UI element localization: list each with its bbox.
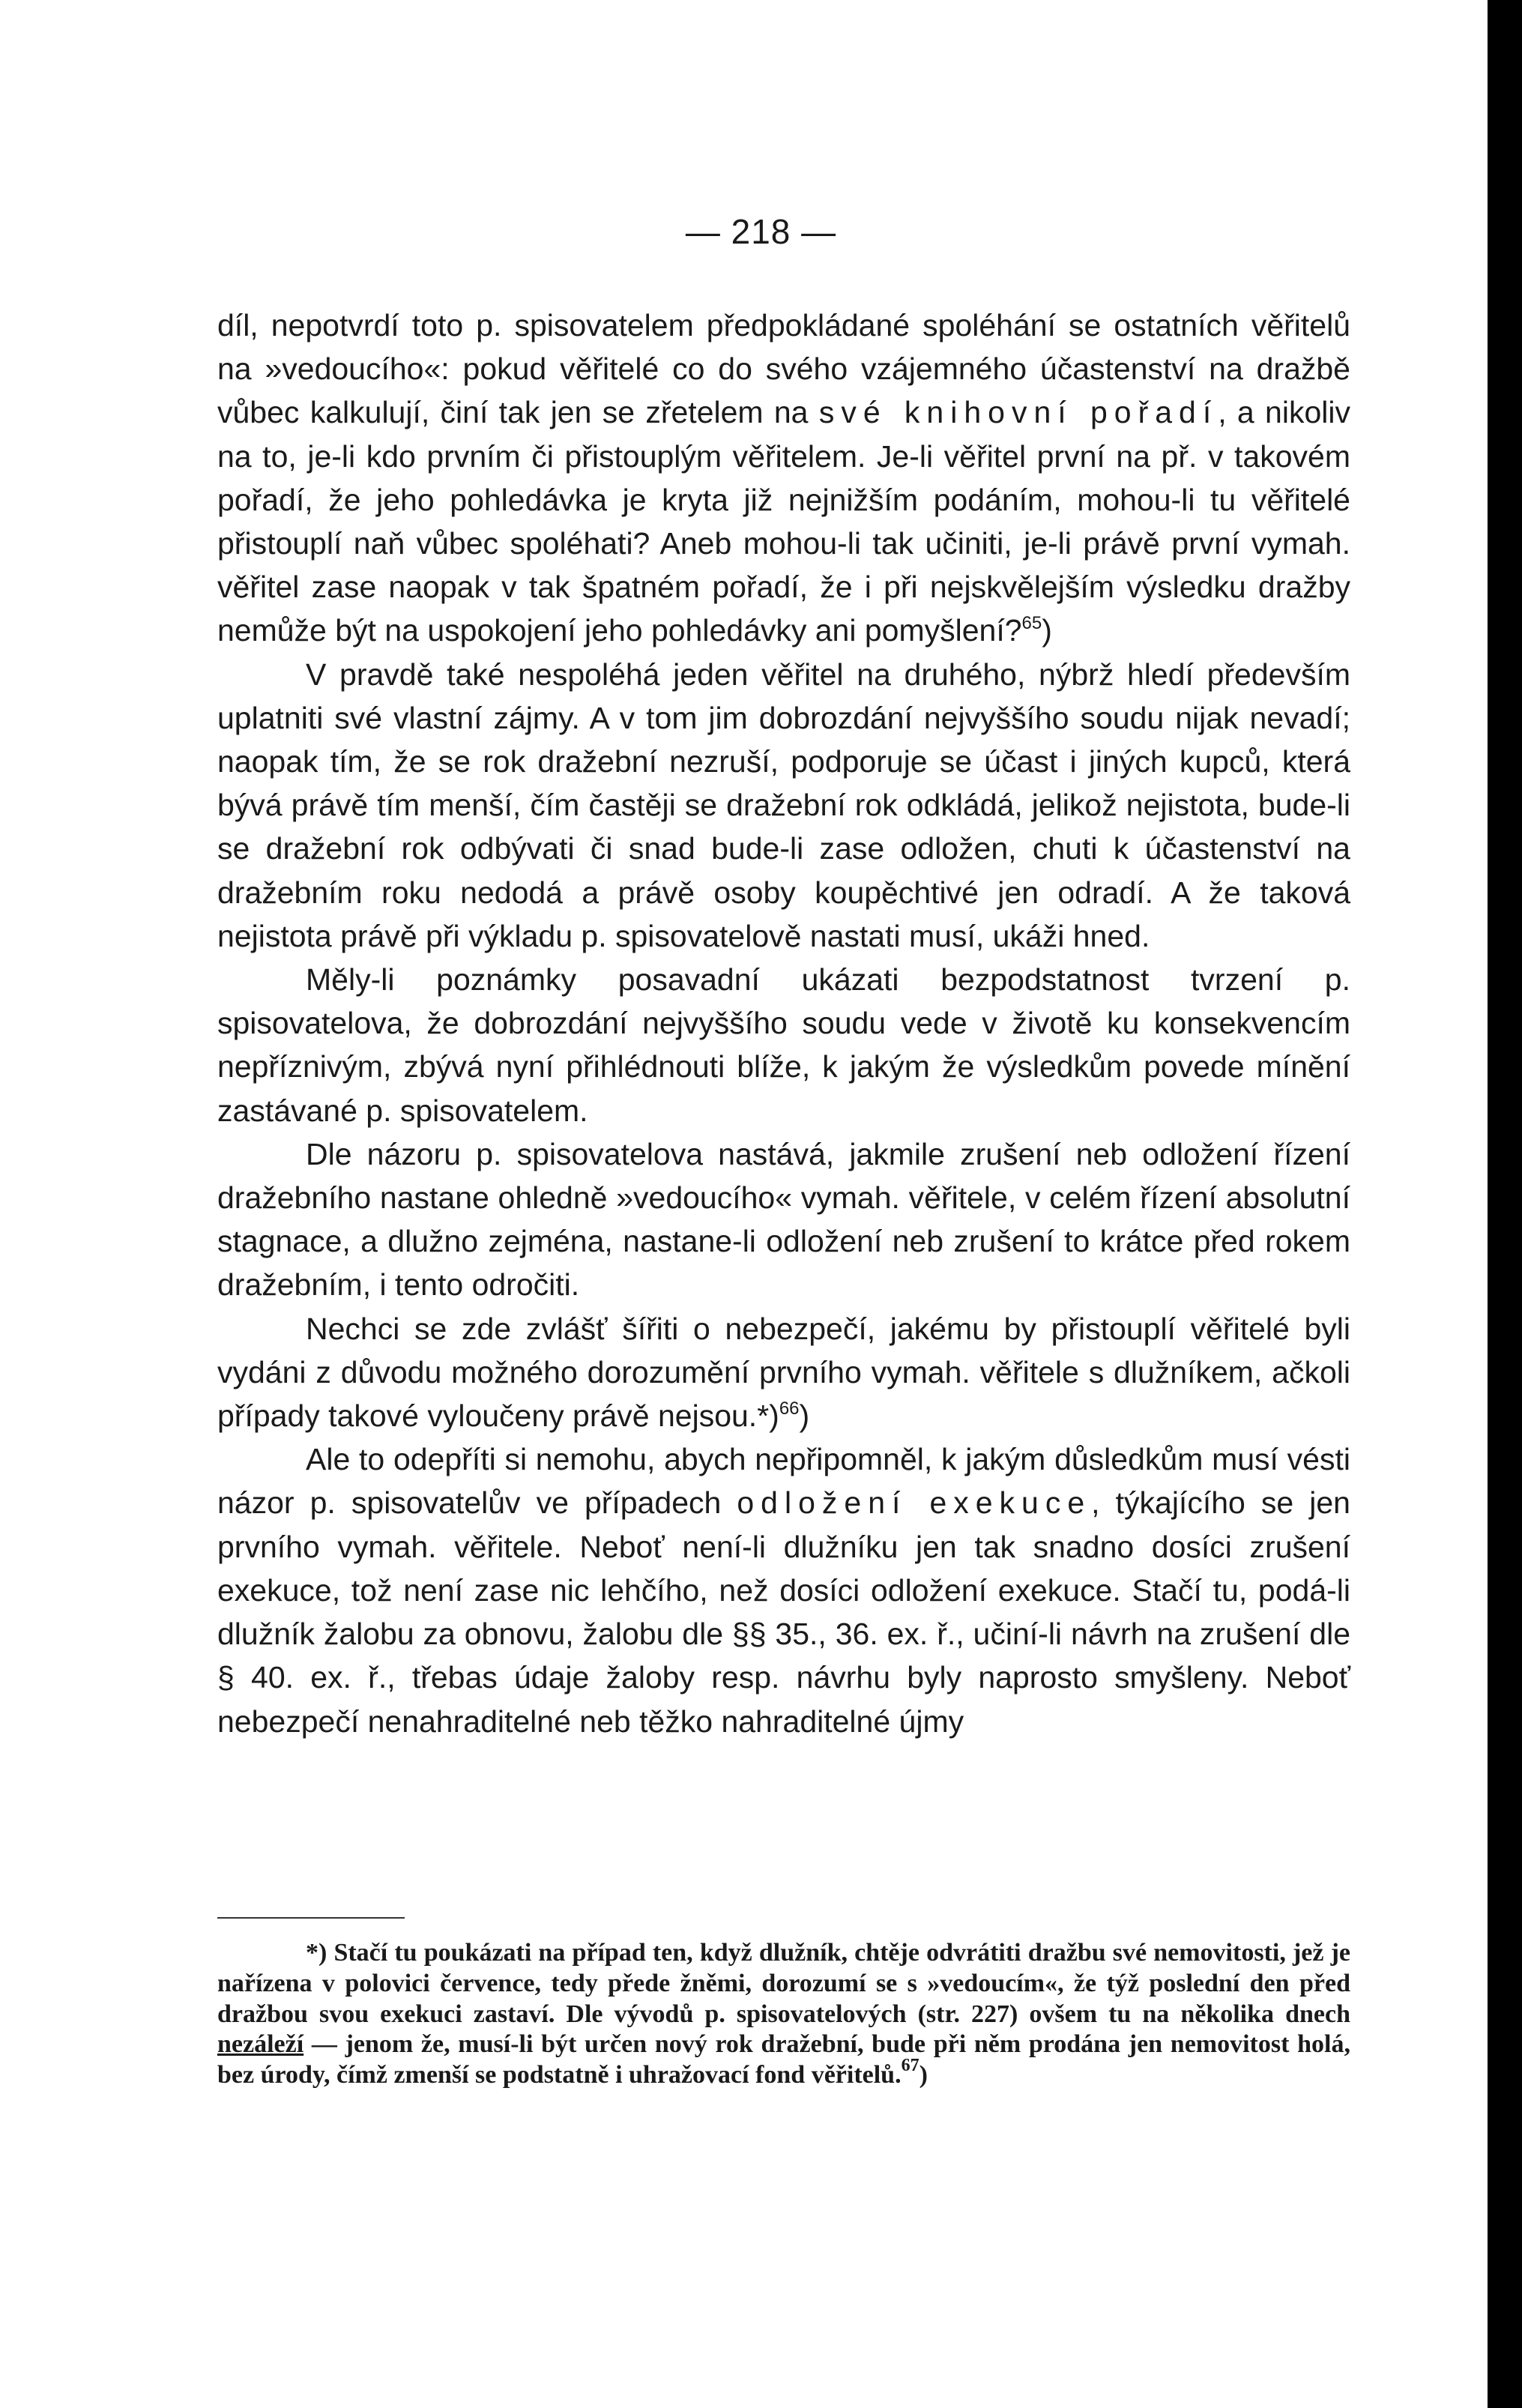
text-run: , a nikoliv na to, je-li kdo prvním či přistouplým věřitelem. Je-li věřitel první na př. v takovém pořadí, že jeho pohledávka je kryta již nejnižším podáním, mohou-li tu věřitelé přistouplí naň vůbec spoléhati? Aneb mohou-li tak učiniti, je-li právě první vymah. věřitel zase naopak v tak špatném pořadí, že i při nejskvělejším výsledku dražby nemůže být na uspokojení jeho pohledávky ani pomyšlení?: [217, 395, 1350, 648]
paragraph: [217, 1132, 1350, 1307]
text-run: Ale to odepříti si nemohu, abych nepřipomněl, k jakým důsledkům musí vésti názor p. spisovatelův ve případech: [217, 1442, 1350, 1521]
spaced-emphasis: své knihovní pořadí: [818, 395, 1218, 430]
text-run: — jenom že, musí-li být určen nový rok dražební, bude při něm prodána jen nemovitost holá, bez úrody, čímž zmenší se podstatně i uhražovací fond věřitelů.: [217, 2030, 1350, 2089]
footnote-text: [217, 1938, 1350, 2091]
paragraph: [217, 958, 1350, 1132]
text-run: díl, nepotvrdí toto p. spisovatelem předpokládané spoléhání se ostatních věřitelů na »vedoucího«: pokud věřitelé co do svého vzájemného účastenství na dražbě vůbec kalkulují, činí tak jen se zřetelem na: [217, 308, 1350, 430]
text-run: ): [919, 2061, 928, 2089]
text-run: Dle názoru p. spisovatelova nastává, jakmile zrušení neb odložení řízení dražebního nastane ohledně »vedoucího« vymah. věřitele, v celém řízení absolutní stagnace, a dlužno zejména, nastane-li odložení neb zrušení to krátce před rokem dražebním, i tento odročiti.: [217, 1136, 1350, 1303]
text-run: , týkajícího se jen prvního vymah. věřitele. Neboť není-li dlužníku jen tak snadno dosíci zrušení exekuce, tož není zase nic lehčího, než dosíci odložení exekuce. Stačí tu, podá-li dlužník žalobu za obnovu, žalobu dle §§ 35., 36. ex. ř., učiní-li návrh na zrušení dle § 40. ex. ř., třebas údaje žaloby resp. návrhu byly naprosto smyšleny. Neboť nebezpečí nenahraditelné neb těžko nahraditelné újmy: [217, 1485, 1350, 1739]
footnote: [217, 1938, 1350, 2091]
paragraph: [217, 304, 1350, 653]
page-number: — 218 —: [685, 212, 837, 251]
footnote-reference: 65: [1021, 613, 1042, 634]
paragraph: [217, 653, 1350, 958]
text-run: ): [799, 1398, 810, 1434]
footnote-reference: 66: [779, 1398, 800, 1419]
text-run: Měly-li poznámky posavadní ukázati bezpodstatnost tvrzení p. spisovatelova, že dobrozdání nejvyššího soudu vede v životě ku konsekvencím nepříznivým, zbývá nyní přihlédnouti blíže, k jakým že výsledkům povede mínění zastávané p. spisovatelem.: [217, 962, 1350, 1128]
text-run: V pravdě také nespoléhá jeden věřitel na druhého, nýbrž hledí především uplatniti své vlastní zájmy. A v tom jim dobrozdání nejvyššího soudu nijak nevadí; naopak tím, že se rok dražební nezruší, podporuje se účast i jiných kupců, která bývá právě tím menší, čím častěji se dražební rok odkládá, jelikož nejistota, bude-li se dražební rok odbývati či snad bude-li zase odložen, chuti k účastenství na dražebním roku nedodá a právě osoby koupěchtivé jen odradí. A že taková nejistota právě při výkladu p. spisovatelově nastati musí, ukáži hned.: [217, 657, 1350, 953]
footnote-divider: [217, 1917, 405, 1919]
underlined-text: nezáleží: [217, 2030, 304, 2059]
footnote-reference: 67: [901, 2056, 919, 2076]
spaced-emphasis: odložení exekuce: [737, 1485, 1092, 1521]
paragraph: [217, 1437, 1350, 1742]
text-run: *) Stačí tu poukázati na případ ten, když dlužník, chtěje odvrátiti dražbu své nemovitosti, jež je nařízena v polovici července, tedy přede žněmi, dorozumí se s »vedoucím«, že týž poslední den před dražbou svou exekuci zastaví. Dle vývodů p. spisovatelových (str. 227) ovšem tu na několika dnech: [217, 1939, 1350, 2028]
text-run: Nechci se zde zvlášť šířiti o nebezpečí, jakému by přistouplí věřitelé byli vydáni z důvodu možného dorozumění prvního vymah. věřitele s dlužníkem, ačkoli případy takové vyloučeny právě nejsou.*): [217, 1311, 1350, 1434]
main-text: [217, 304, 1350, 1743]
paragraph: [217, 1307, 1350, 1438]
text-run: ): [1042, 613, 1052, 648]
